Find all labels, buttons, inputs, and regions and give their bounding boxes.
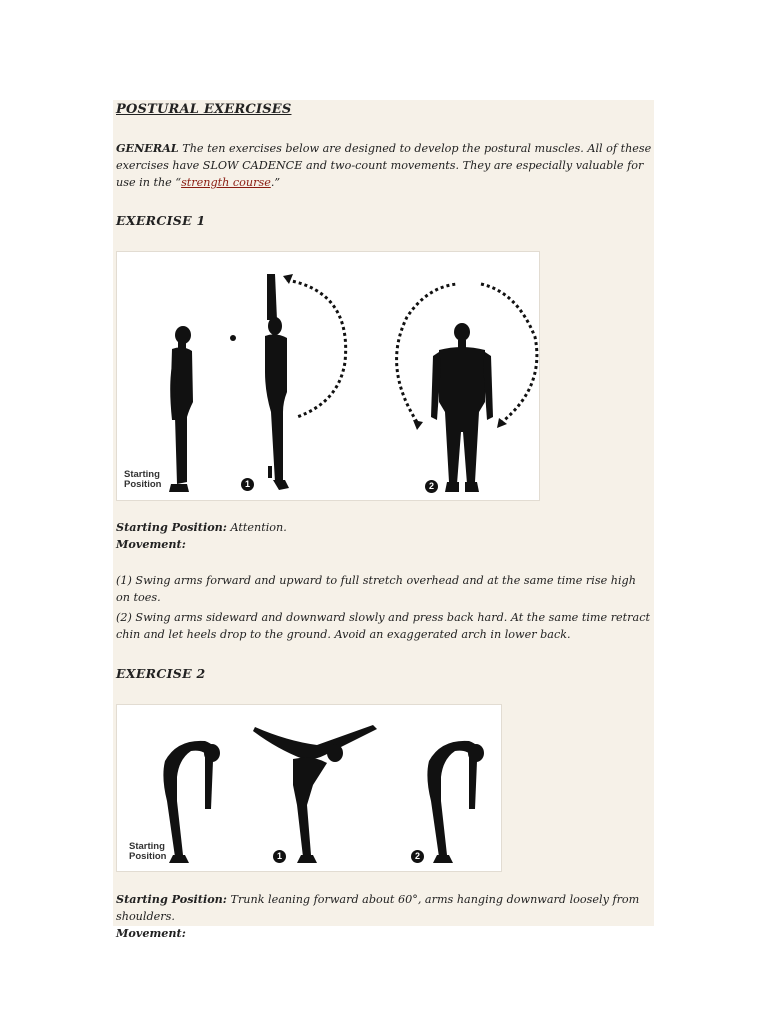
- document-page: [113, 100, 654, 940]
- page-title: POSTURAL EXERCISES: [116, 102, 292, 117]
- step-1-badge-2: 1: [273, 850, 286, 863]
- starting-position-text: Attention.: [226, 521, 287, 534]
- figure-arms-extended: [253, 725, 377, 863]
- exercise-2-figure: [116, 704, 502, 872]
- intro-label: GENERAL: [116, 141, 179, 155]
- exercise-1-step-2: (2) Swing arms sideward and downward slowly and press back hard. At the same time retract chin and let heels drop to the ground. Avoid an exaggerated arch in lower back.: [116, 611, 650, 641]
- arc-arrow-up: [287, 280, 346, 417]
- starting-position-label: Starting Position:: [116, 520, 227, 534]
- figure-front-view: [431, 323, 493, 492]
- figure-bent-forward-start: [163, 741, 220, 863]
- exercise-2-starting-position: [116, 891, 652, 942]
- exercise-2-illustration: [117, 705, 501, 871]
- step-1-badge: 1: [241, 478, 254, 491]
- step-2-badge-2: 2: [411, 850, 424, 863]
- starting-position-caption: Starting Position: [124, 469, 162, 490]
- intro-text-2: .”: [270, 176, 281, 189]
- figure-standing-side: [169, 326, 193, 492]
- movement-label: Movement:: [116, 537, 186, 551]
- movement-label-2: Movement:: [116, 926, 186, 940]
- starting-position-label-2: Starting Position:: [116, 892, 227, 906]
- step-2-badge: 2: [425, 480, 438, 493]
- exercise-1-figure: [116, 251, 540, 501]
- arrow-head-right: [497, 418, 507, 428]
- dot-marker: [230, 335, 236, 341]
- exercise-2-heading: EXERCISE 2: [116, 666, 206, 681]
- figure-bent-forward-return: [427, 741, 484, 863]
- exercise-1-illustration: [117, 252, 539, 500]
- exercise-1-heading: EXERCISE 1: [116, 213, 206, 228]
- intro-text-1: The ten exercises below are designed to develop the postural muscles. All of these exercises have SLOW CADENCE and two-count movements. They are especially valuable for use in the “: [116, 142, 652, 189]
- starting-position-caption-2: Starting Position: [129, 841, 167, 862]
- strength-course-link[interactable]: strength course: [181, 176, 271, 189]
- exercise-1-starting-position: [116, 519, 652, 553]
- intro-paragraph: [116, 140, 652, 191]
- starting-position-text-2: Trunk leaning forward about 60°, arms hanging downward loosely from shoulders.: [116, 893, 640, 923]
- arrow-head-up: [283, 274, 293, 284]
- figure-arms-overhead: [265, 274, 289, 490]
- arrow-head-left: [413, 420, 423, 430]
- exercise-1-step-1: (1) Swing arms forward and upward to full stretch overhead and at the same time rise high on toes.: [116, 574, 636, 604]
